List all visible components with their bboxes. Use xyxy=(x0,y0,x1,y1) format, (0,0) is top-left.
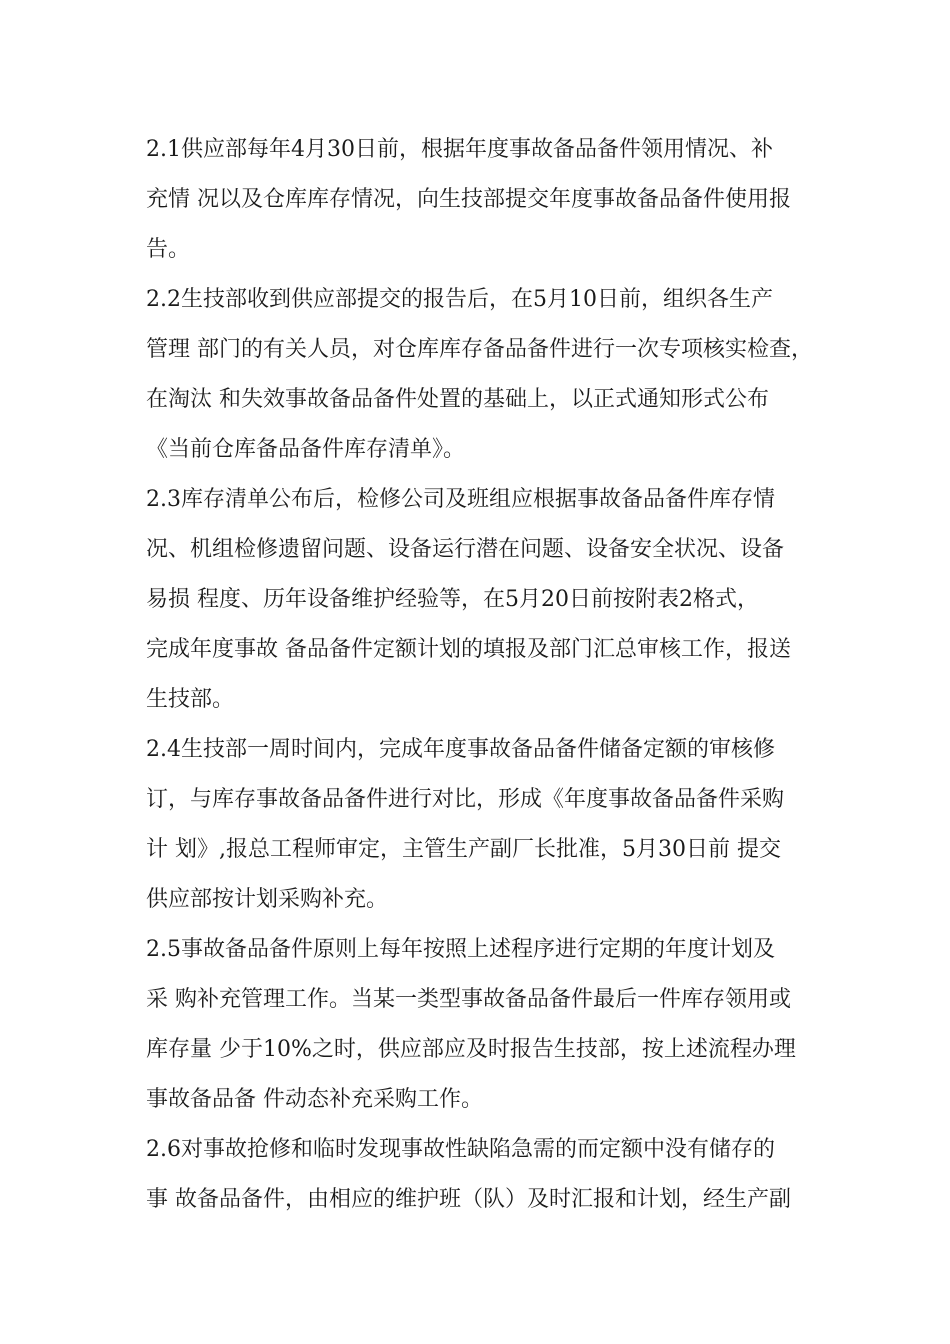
text-line: 充情 况以及仓库库存情况，向生技部提交年度事故备品备件使用报 xyxy=(146,187,791,212)
text-line: 2.2生技部收到供应部提交的报告后，在5月10日前，组织各生产 xyxy=(146,287,773,312)
text-line: 况、机组检修遗留问题、设备运行潜在问题、设备安全状况、设备 xyxy=(146,537,785,562)
text-line: 完成年度事故 备品备件定额计划的填报及部门汇总审核工作，报送 xyxy=(146,637,791,662)
text-line: 2.5事故备品备件原则上每年按照上述程序进行定期的年度计划及 xyxy=(146,937,775,962)
text-line: 告。 xyxy=(146,237,191,262)
text-line: 管理 部门的有关人员，对仓库库存备品备件进行一次专项核实检查， xyxy=(146,337,813,362)
text-line: 2.6对事故抢修和临时发现事故性缺陷急需的而定额中没有储存的 xyxy=(146,1137,775,1162)
text-line: 《当前仓库备品备件库存清单》。 xyxy=(146,437,466,462)
text-line: 2.1供应部每年4月30日前，根据年度事故备品备件领用情况、补 xyxy=(146,137,773,162)
text-line: 订，与库存事故备品备件进行对比，形成《年度事故备品备件采购 xyxy=(146,787,785,812)
text-line: 供应部按计划采购补充。 xyxy=(146,887,389,912)
text-line: 计 划》,报总工程师审定，主管生产副厂长批准，5月30日前 提交 xyxy=(146,837,781,862)
text-line: 在淘汰 和失效事故备品备件处置的基础上，以正式通知形式公布 xyxy=(146,387,769,412)
text-line: 生技部。 xyxy=(146,687,235,712)
text-line: 采 购补充管理工作。当某一类型事故备品备件最后一件库存领用或 xyxy=(146,987,791,1012)
text-line: 事故备品备 件动态补充采购工作。 xyxy=(146,1087,483,1112)
text-line: 库存量 少于10%之时，供应部应及时报告生技部，按上述流程办理 xyxy=(146,1037,796,1062)
text-line: 2.3库存清单公布后，检修公司及班组应根据事故备品备件库存情 xyxy=(146,487,775,512)
text-line: 2.4生技部一周时间内，完成年度事故备品备件储备定额的审核修 xyxy=(146,737,775,762)
text-line: 事 故备品备件，由相应的维护班（队）及时汇报和计划，经生产副 xyxy=(146,1187,791,1212)
text-line: 易损 程度、历年设备维护经验等，在5月20日前按附表2格式， xyxy=(146,587,759,612)
